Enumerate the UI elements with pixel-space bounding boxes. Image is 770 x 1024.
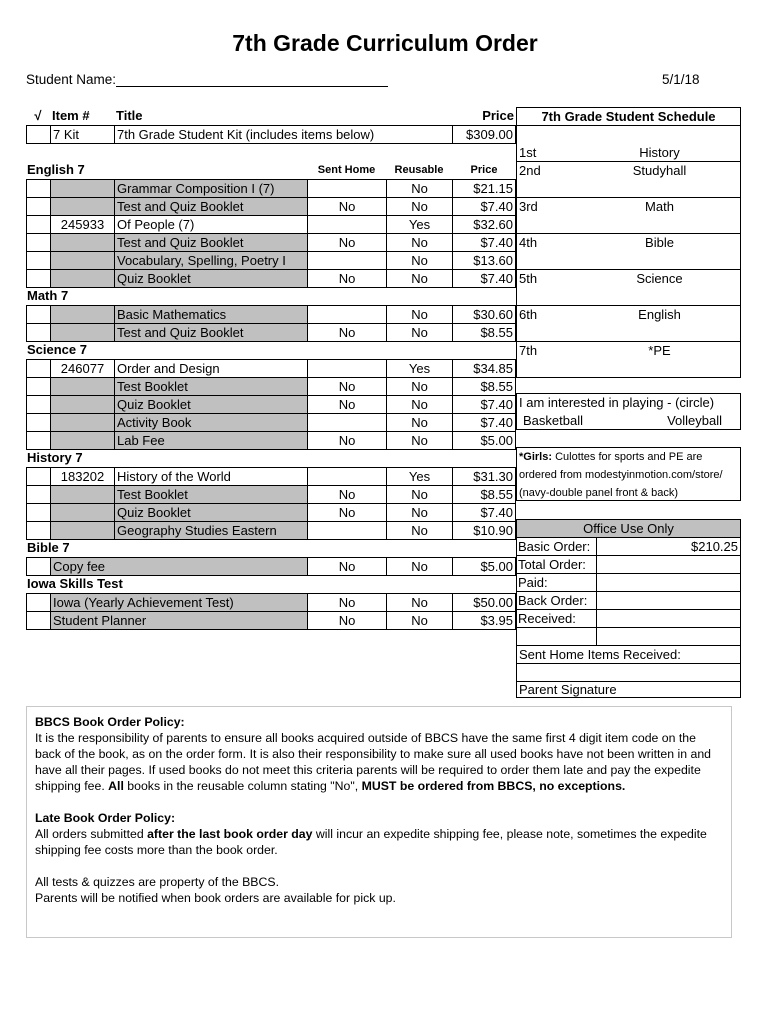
order-checkbox[interactable]: [26, 467, 51, 486]
item-number: [50, 305, 115, 324]
reusable-value: Yes: [386, 467, 453, 486]
sent-home-value: [307, 251, 387, 270]
sent-home-value: No: [307, 395, 387, 414]
office-row: [516, 573, 741, 592]
schedule-title: 7th Grade Student Schedule: [541, 109, 716, 124]
item-price: $30.60: [452, 305, 516, 324]
sent-home-value: [307, 413, 387, 432]
order-checkbox[interactable]: [26, 251, 51, 270]
item-title: Copy fee: [50, 557, 308, 576]
item-price: $7.40: [452, 395, 516, 414]
reusable-value: No: [386, 179, 453, 198]
sent-home-value: No: [307, 269, 387, 288]
item-title: Order and Design: [114, 359, 308, 378]
schedule-period: [516, 269, 741, 306]
office-field-label: Total Order:: [518, 557, 586, 572]
schedule-subject: English: [638, 307, 681, 322]
girls-note-line: ordered from modestyinmotion.com/store/: [519, 469, 723, 481]
item-title: Test and Quiz Booklet: [114, 233, 308, 252]
price-column-header: Price: [482, 108, 514, 123]
sent-home-column-header: Sent Home: [317, 164, 376, 176]
section-heading: Iowa Skills Test: [27, 576, 123, 591]
girls-note-label: *Girls:: [519, 451, 553, 463]
item-title: Vocabulary, Spelling, Poetry I: [114, 251, 308, 270]
order-checkbox[interactable]: [26, 557, 51, 576]
order-checkbox[interactable]: [26, 521, 51, 540]
item-title: Iowa (Yearly Achievement Test): [50, 593, 308, 612]
schedule-period: [516, 305, 741, 342]
order-checkbox[interactable]: [26, 197, 51, 216]
order-checkbox[interactable]: [26, 233, 51, 252]
sent-home-value: No: [307, 197, 387, 216]
sent-home-value: No: [307, 323, 387, 342]
office-field-value: $210.25: [691, 539, 738, 554]
kit-item-number: 7 Kit: [50, 125, 115, 144]
sent-home-value: No: [307, 503, 387, 522]
student-name-field[interactable]: [26, 72, 388, 87]
item-price: $7.40: [452, 413, 516, 432]
reusable-value: No: [386, 557, 453, 576]
book-policy-title: BBCS Book Order Policy:: [35, 715, 185, 729]
item-price: $7.40: [452, 197, 516, 216]
order-checkbox[interactable]: [26, 593, 51, 612]
office-use-title: Office Use Only: [583, 521, 674, 536]
order-checkbox[interactable]: [26, 359, 51, 378]
schedule-period: [516, 233, 741, 270]
order-checkbox[interactable]: [26, 179, 51, 198]
item-title: Quiz Booklet: [114, 269, 308, 288]
sent-home-value: No: [307, 485, 387, 504]
item-title: Quiz Booklet: [114, 503, 308, 522]
order-checkbox[interactable]: [26, 377, 51, 396]
kit-title: 7th Grade Student Kit (includes items below): [114, 125, 453, 144]
check-column-header: √: [34, 108, 42, 123]
item-title: Quiz Booklet: [114, 395, 308, 414]
schedule-header: [516, 107, 741, 126]
basketball-option: Basketball: [523, 413, 583, 428]
reusable-value: No: [386, 305, 453, 324]
schedule-slot: 6th: [519, 307, 538, 322]
order-checkbox[interactable]: [26, 269, 51, 288]
reusable-value: No: [386, 521, 453, 540]
late-policy-text: All orders submitted after the last book order day will incur an expedite shipping fee, please note, sometimes the expedite shipping fee costs more than the book order.: [35, 827, 707, 857]
sent-home-value: [307, 179, 387, 198]
order-checkbox[interactable]: [26, 323, 51, 342]
item-number: [50, 251, 115, 270]
office-row: [516, 555, 741, 574]
girls-note: [516, 447, 741, 501]
title-column-header: Title: [116, 108, 143, 123]
book-policy-text: It is the responsibility of parents to ensure all books acquired outside of BBCS have the same first 4 digit item code on the back of the book, as on the order form. It is also their responsibility to make sure all used books have not been written in and have all their pages. If used books do not meet this criteria parents will be required to order them late and pay the expedite shipping fee. All books in the reusable column stating "No", MUST be ordered from BBCS, no exceptions.: [35, 731, 712, 793]
office-row: [516, 609, 741, 628]
item-number: [50, 269, 115, 288]
sports-interest: [516, 393, 741, 430]
office-use-header: [516, 519, 741, 538]
schedule-subject: Science: [636, 271, 683, 286]
office-row: [516, 627, 741, 646]
order-checkbox[interactable]: [26, 305, 51, 324]
order-checkbox[interactable]: [26, 503, 51, 522]
schedule-subject: History: [639, 145, 680, 160]
office-field-label: Basic Order:: [518, 539, 591, 554]
office-field-label: Paid:: [518, 575, 548, 590]
girls-note-line: (navy-double panel front & back): [519, 487, 678, 499]
sent-home-value: [307, 305, 387, 324]
order-checkbox[interactable]: [26, 413, 51, 432]
tests-note: All tests & quizzes are property of the BBCS.: [35, 875, 279, 889]
item-title: Lab Fee: [114, 431, 308, 450]
item-price: $7.40: [452, 503, 516, 522]
item-title: Of People (7): [114, 215, 308, 234]
order-date: 5/1/18: [662, 72, 700, 87]
item-title: Student Planner: [50, 611, 308, 630]
item-number: 245933: [50, 215, 115, 234]
sent-home-value: [307, 521, 387, 540]
student-name-line[interactable]: [116, 72, 388, 87]
item-price: $31.30: [452, 467, 516, 486]
order-checkbox[interactable]: [26, 431, 51, 450]
item-price: $5.00: [452, 557, 516, 576]
item-column-header: Item #: [52, 108, 90, 123]
item-price: $3.95: [452, 611, 516, 630]
item-price: $21.15: [452, 179, 516, 198]
volleyball-option: Volleyball: [667, 413, 722, 428]
sent-home-value: [307, 359, 387, 378]
reusable-value: Yes: [386, 359, 453, 378]
section-heading: History 7: [27, 450, 83, 465]
sent-home-value: No: [307, 431, 387, 450]
sent-home-items-blank[interactable]: [516, 663, 741, 682]
office-field-label: Received:: [518, 611, 576, 626]
schedule-period: [516, 161, 741, 198]
item-title: Grammar Composition I (7): [114, 179, 308, 198]
item-number: [50, 485, 115, 504]
reusable-value: No: [386, 269, 453, 288]
schedule-subject: Studyhall: [632, 163, 687, 178]
sent-home-value: No: [307, 557, 387, 576]
item-number: [50, 431, 115, 450]
student-name-label: Student Name:: [26, 72, 117, 87]
schedule-subject: Math: [645, 199, 674, 214]
office-field-label: Back Order:: [518, 593, 588, 608]
item-title: Geography Studies Eastern: [114, 521, 308, 540]
item-number: [50, 179, 115, 198]
item-price: $7.40: [452, 269, 516, 288]
reusable-value: No: [386, 503, 453, 522]
girls-note-line: Culottes for sports and PE are: [552, 451, 703, 463]
item-number: [50, 395, 115, 414]
item-price: $8.55: [452, 323, 516, 342]
sent-home-items-received: [516, 645, 741, 664]
sent-home-value: [307, 215, 387, 234]
section-heading: Bible 7: [27, 540, 70, 555]
schedule-subject: *PE: [648, 343, 671, 358]
sent-home-value: No: [307, 611, 387, 630]
item-title: Test Booklet: [114, 485, 308, 504]
parent-signature-field[interactable]: [516, 681, 741, 698]
order-checkbox[interactable]: [26, 215, 51, 234]
reusable-value: No: [386, 413, 453, 432]
parent-signature-label: Parent Signature: [519, 682, 617, 697]
item-price: $8.55: [452, 377, 516, 396]
item-number: [50, 521, 115, 540]
policy-box: [26, 706, 732, 938]
item-number: [50, 413, 115, 432]
sent-home-value: No: [307, 377, 387, 396]
item-number: [50, 377, 115, 396]
reusable-value: No: [386, 593, 453, 612]
office-row: [516, 591, 741, 610]
item-title: Test and Quiz Booklet: [114, 197, 308, 216]
schedule-period: [516, 341, 741, 378]
section-heading: Math 7: [27, 288, 69, 303]
interest-label: I am interested in playing - (circle): [519, 395, 715, 410]
item-price: $32.60: [452, 215, 516, 234]
item-number: [50, 503, 115, 522]
section-heading: Science 7: [27, 342, 87, 357]
pickup-note: Parents will be notified when book orders are available for pick up.: [35, 891, 396, 905]
schedule-slot: 3rd: [519, 199, 538, 214]
reusable-value: No: [386, 431, 453, 450]
item-number: [50, 233, 115, 252]
item-price: $5.00: [452, 431, 516, 450]
item-number: [50, 197, 115, 216]
item-price: $10.90: [452, 521, 516, 540]
reusable-value: No: [386, 377, 453, 396]
reusable-value: Yes: [386, 215, 453, 234]
item-price: $13.60: [452, 251, 516, 270]
schedule-period: [516, 125, 741, 162]
page-title: 7th Grade Curriculum Order: [232, 30, 538, 56]
reusable-column-header: Reusable: [394, 164, 444, 176]
sent-home-received-label: Sent Home Items Received:: [519, 647, 681, 662]
late-policy-title: Late Book Order Policy:: [35, 811, 176, 825]
reusable-value: No: [386, 611, 453, 630]
office-row: [516, 537, 741, 556]
reusable-value: No: [386, 251, 453, 270]
sent-home-value: [307, 467, 387, 486]
item-title: Activity Book: [114, 413, 308, 432]
schedule-period: [516, 197, 741, 234]
sent-home-value: No: [307, 233, 387, 252]
reusable-value: No: [386, 323, 453, 342]
item-price: $8.55: [452, 485, 516, 504]
item-title: Test and Quiz Booklet: [114, 323, 308, 342]
item-number: [50, 323, 115, 342]
item-price: $7.40: [452, 233, 516, 252]
item-title: History of the World: [114, 467, 308, 486]
item-number: 183202: [50, 467, 115, 486]
reusable-value: No: [386, 233, 453, 252]
reusable-value: No: [386, 485, 453, 504]
reusable-value: No: [386, 395, 453, 414]
sent-home-value: No: [307, 593, 387, 612]
order-checkbox[interactable]: [26, 485, 51, 504]
order-checkbox[interactable]: [26, 125, 51, 144]
item-number: 246077: [50, 359, 115, 378]
order-checkbox[interactable]: [26, 611, 51, 630]
schedule-slot: 7th: [519, 343, 538, 358]
price-subheader: Price: [470, 164, 498, 176]
schedule-slot: 1st: [519, 145, 537, 160]
item-title: Basic Mathematics: [114, 305, 308, 324]
schedule-slot: 2nd: [519, 163, 541, 178]
schedule-slot: 5th: [519, 271, 538, 286]
schedule-subject: Bible: [645, 235, 674, 250]
item-price: $50.00: [452, 593, 516, 612]
item-title: Test Booklet: [114, 377, 308, 396]
section-heading: English 7: [27, 162, 85, 177]
order-checkbox[interactable]: [26, 395, 51, 414]
item-price: $34.85: [452, 359, 516, 378]
reusable-value: No: [386, 197, 453, 216]
schedule-slot: 4th: [519, 235, 538, 250]
kit-price: $309.00: [452, 125, 516, 144]
